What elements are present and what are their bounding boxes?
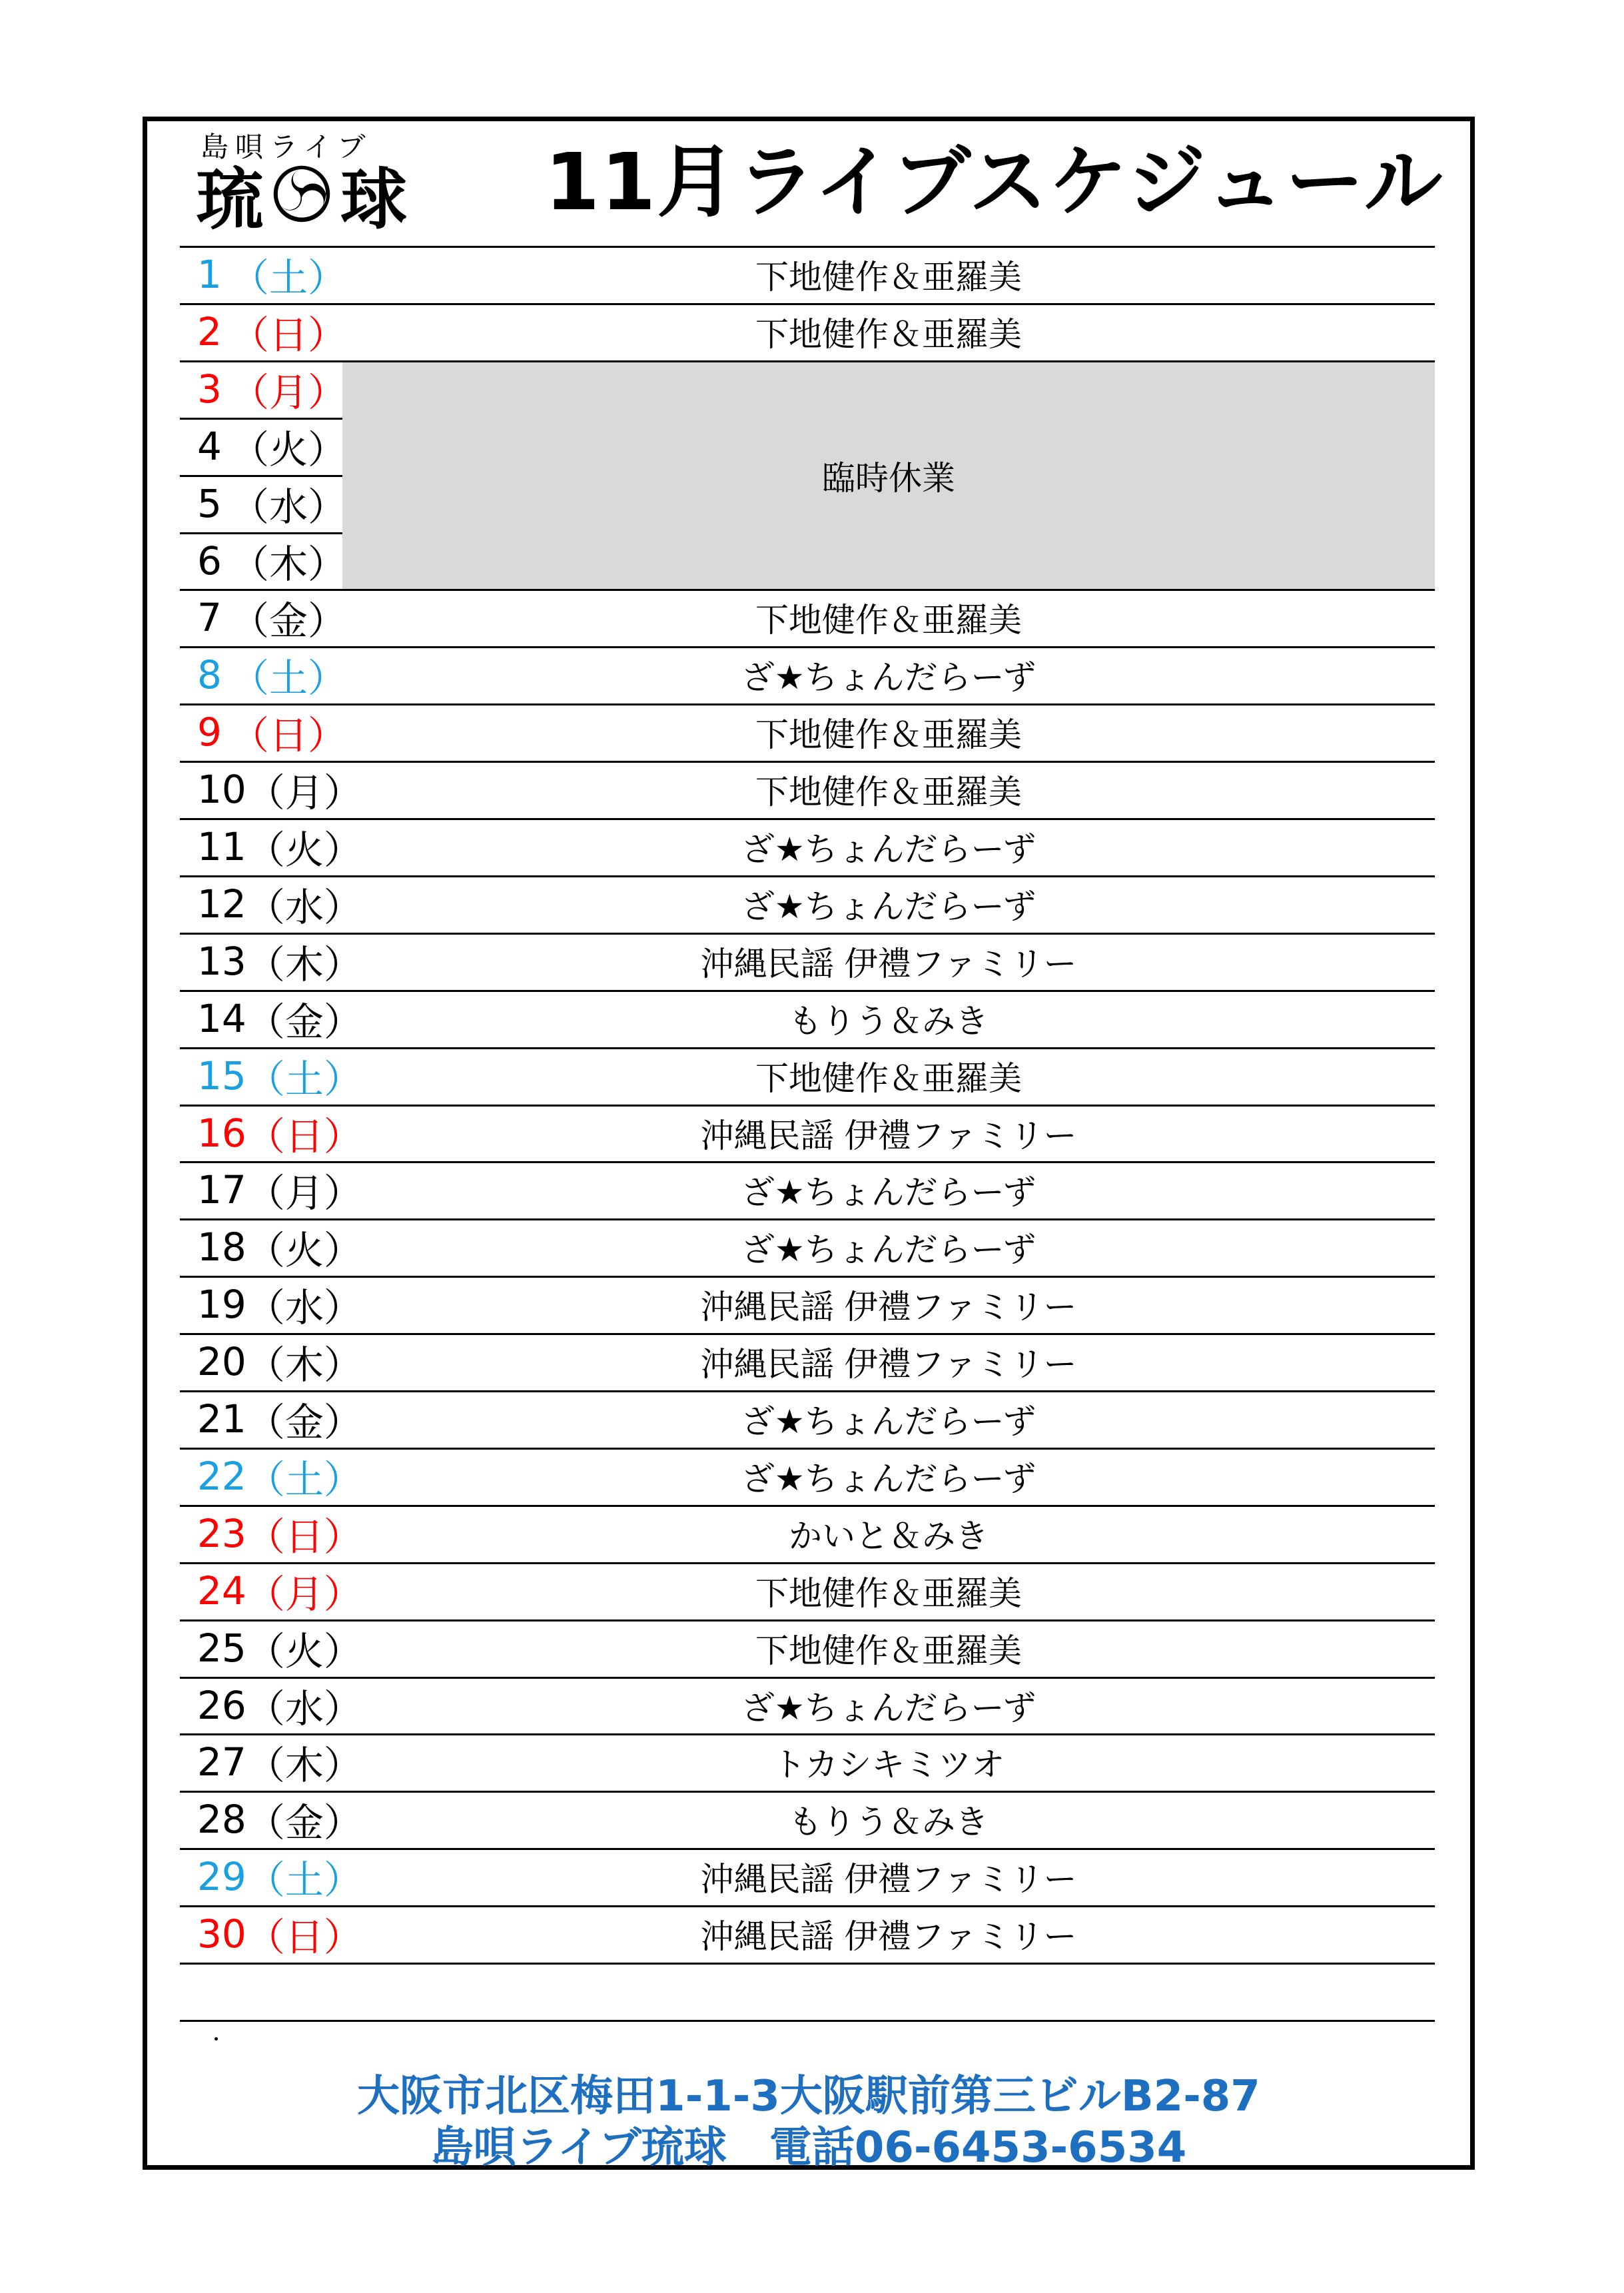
weekday-label: （土） [230, 255, 346, 300]
date-cell [197, 1161, 362, 1218]
logo-name-left: 琉 [197, 160, 263, 238]
performer-cell: ざ★ちょんだらーず [741, 658, 1036, 697]
day-number: 20 [197, 1339, 246, 1384]
weekday-label: （火） [246, 1228, 362, 1273]
day-number: 13 [197, 939, 246, 984]
closed-block [342, 362, 1435, 590]
weekday-label: （金） [246, 999, 362, 1045]
performer-cell: もりう＆みき [789, 1803, 989, 1841]
date-cell [197, 475, 346, 532]
day-number: 30 [197, 1911, 246, 1957]
closed-label: 臨時休業 [822, 459, 955, 498]
date-cell [197, 933, 362, 990]
day-number: 5 [197, 481, 222, 526]
day-number: 15 [197, 1053, 246, 1099]
day-number: 17 [197, 1167, 246, 1212]
logo-subtitle: 島唄ライブ [201, 131, 372, 163]
day-number: 2 [197, 309, 222, 354]
weekday-label: （土） [246, 1057, 362, 1102]
date-cell [197, 703, 346, 761]
performer-cell: ざ★ちょんだらーず [741, 1460, 1036, 1498]
day-number: 23 [197, 1511, 246, 1556]
day-number: 10 [197, 767, 246, 812]
performer-cell: 下地健作＆亜羅美 [755, 1574, 1022, 1613]
date-cell [197, 418, 346, 475]
day-number: 11 [197, 824, 246, 869]
performer-cell: ざ★ちょんだらーず [741, 1402, 1036, 1441]
performer-cell: ざ★ちょんだらーず [741, 1230, 1036, 1269]
footer-contact: 島唄ライブ琉球 電話06-6453-6534 [430, 2123, 1187, 2172]
weekday-label: （水） [246, 1686, 362, 1731]
date-cell [197, 246, 346, 303]
date-cell [197, 990, 362, 1047]
performer-cell: 沖縄民謡 伊禮ファミリー [700, 1345, 1077, 1384]
day-number: 8 [197, 652, 222, 697]
date-cell [197, 818, 362, 875]
weekday-label: （火） [246, 1629, 362, 1674]
weekday-label: （日） [230, 713, 346, 758]
performer-cell: ざ★ちょんだらーず [741, 1173, 1036, 1212]
weekday-label: （木） [246, 1342, 362, 1388]
day-number: 6 [197, 538, 222, 584]
performer-cell: 下地健作＆亜羅美 [755, 715, 1022, 754]
performer-cell: ざ★ちょんだらーず [741, 887, 1036, 926]
day-number: 4 [197, 424, 222, 469]
weekday-label: （土） [246, 1457, 362, 1502]
date-cell [197, 1791, 362, 1848]
performer-cell: 下地健作＆亜羅美 [755, 1059, 1022, 1098]
performer-cell: 下地健作＆亜羅美 [755, 601, 1022, 640]
weekday-label: （木） [246, 1743, 362, 1788]
date-cell [197, 875, 362, 933]
weekday-label: （水） [246, 1285, 362, 1330]
date-cell [197, 360, 346, 418]
date-cell [197, 1733, 362, 1791]
performer-cell: もりう＆みき [789, 1002, 989, 1041]
weekday-label: （木） [246, 942, 362, 987]
weekday-label: （日） [246, 1114, 362, 1159]
weekday-label: （火） [230, 427, 346, 472]
performer-cell: 下地健作＆亜羅美 [755, 315, 1022, 354]
day-number: 29 [197, 1854, 246, 1899]
date-cell [197, 1905, 362, 1963]
weekday-label: （月） [246, 1572, 362, 1617]
date-cell [197, 1047, 362, 1105]
date-cell [197, 646, 346, 703]
date-cell [197, 1677, 362, 1734]
weekday-label: （水） [246, 885, 362, 930]
day-number: 28 [197, 1797, 246, 1842]
day-number: 27 [197, 1739, 246, 1785]
date-cell [197, 1562, 362, 1619]
weekday-label: （日） [246, 1514, 362, 1560]
day-number: 1 [197, 252, 222, 297]
weekday-label: （金） [246, 1400, 362, 1445]
footer-address: 大阪市北区梅田1-1-3大阪駅前第三ビルB2-87 [357, 2072, 1260, 2121]
date-cell [197, 1276, 362, 1333]
date-cell [197, 1390, 362, 1448]
performer-cell: 下地健作＆亜羅美 [755, 1631, 1022, 1670]
weekday-label: （日） [230, 312, 346, 358]
date-cell [197, 1105, 362, 1162]
weekday-label: （月） [230, 370, 346, 415]
row-divider [180, 2020, 1435, 2022]
performer-cell: 下地健作＆亜羅美 [755, 773, 1022, 811]
weekday-label: （土） [246, 1857, 362, 1903]
date-cell [197, 532, 346, 590]
day-number: 19 [197, 1282, 246, 1327]
performer-cell: 沖縄民謡 伊禮ファミリー [700, 1288, 1077, 1326]
date-cell [197, 303, 346, 360]
date-cell [197, 1218, 362, 1276]
day-number: 21 [197, 1396, 246, 1442]
weekday-label: （日） [246, 1915, 362, 1960]
day-number: 12 [197, 881, 246, 927]
weekday-label: （土） [230, 656, 346, 701]
weekday-label: （金） [246, 1800, 362, 1845]
day-number: 26 [197, 1683, 246, 1728]
day-number: 18 [197, 1224, 246, 1270]
performer-cell: 沖縄民謡 伊禮ファミリー [700, 1860, 1077, 1899]
date-cell [197, 1448, 362, 1505]
day-number: 25 [197, 1625, 246, 1671]
date-cell [197, 1333, 362, 1390]
mitsudomoe-crest-icon [272, 165, 331, 223]
weekday-label: （火） [246, 827, 362, 873]
weekday-label: （金） [230, 598, 346, 644]
performer-cell: トカシキミツオ [772, 1745, 1005, 1784]
weekday-label: （月） [246, 770, 362, 815]
day-number: 24 [197, 1568, 246, 1613]
logo [197, 125, 476, 238]
performer-cell: 沖縄民謡 伊禮ファミリー [700, 1117, 1077, 1155]
day-number: 22 [197, 1454, 246, 1499]
logo-name-right: 球 [340, 160, 407, 238]
date-cell [197, 1619, 362, 1677]
stray-dot [214, 2037, 218, 2041]
day-number: 7 [197, 595, 222, 640]
performer-cell: 下地健作＆亜羅美 [755, 258, 1022, 296]
day-number: 3 [197, 366, 222, 412]
weekday-label: （月） [246, 1170, 362, 1216]
date-cell [197, 761, 362, 818]
page-title: 11月ライブスケジュール [545, 136, 1444, 228]
performer-cell: ざ★ちょんだらーず [741, 1689, 1036, 1727]
date-cell [197, 1505, 362, 1562]
row-divider [180, 360, 1435, 362]
performer-cell: 沖縄民謡 伊禮ファミリー [700, 945, 1077, 983]
day-number: 9 [197, 709, 222, 755]
row-divider [180, 1963, 1435, 1965]
day-number: 16 [197, 1111, 246, 1156]
weekday-label: （木） [230, 542, 346, 587]
weekday-label: （水） [230, 484, 346, 530]
performer-cell: ざ★ちょんだらーず [741, 830, 1036, 869]
date-cell [197, 589, 346, 646]
performer-cell: 沖縄民謡 伊禮ファミリー [700, 1917, 1077, 1956]
day-number: 14 [197, 996, 246, 1041]
performer-cell: かいと＆みき [789, 1517, 989, 1556]
date-cell [197, 1848, 362, 1905]
